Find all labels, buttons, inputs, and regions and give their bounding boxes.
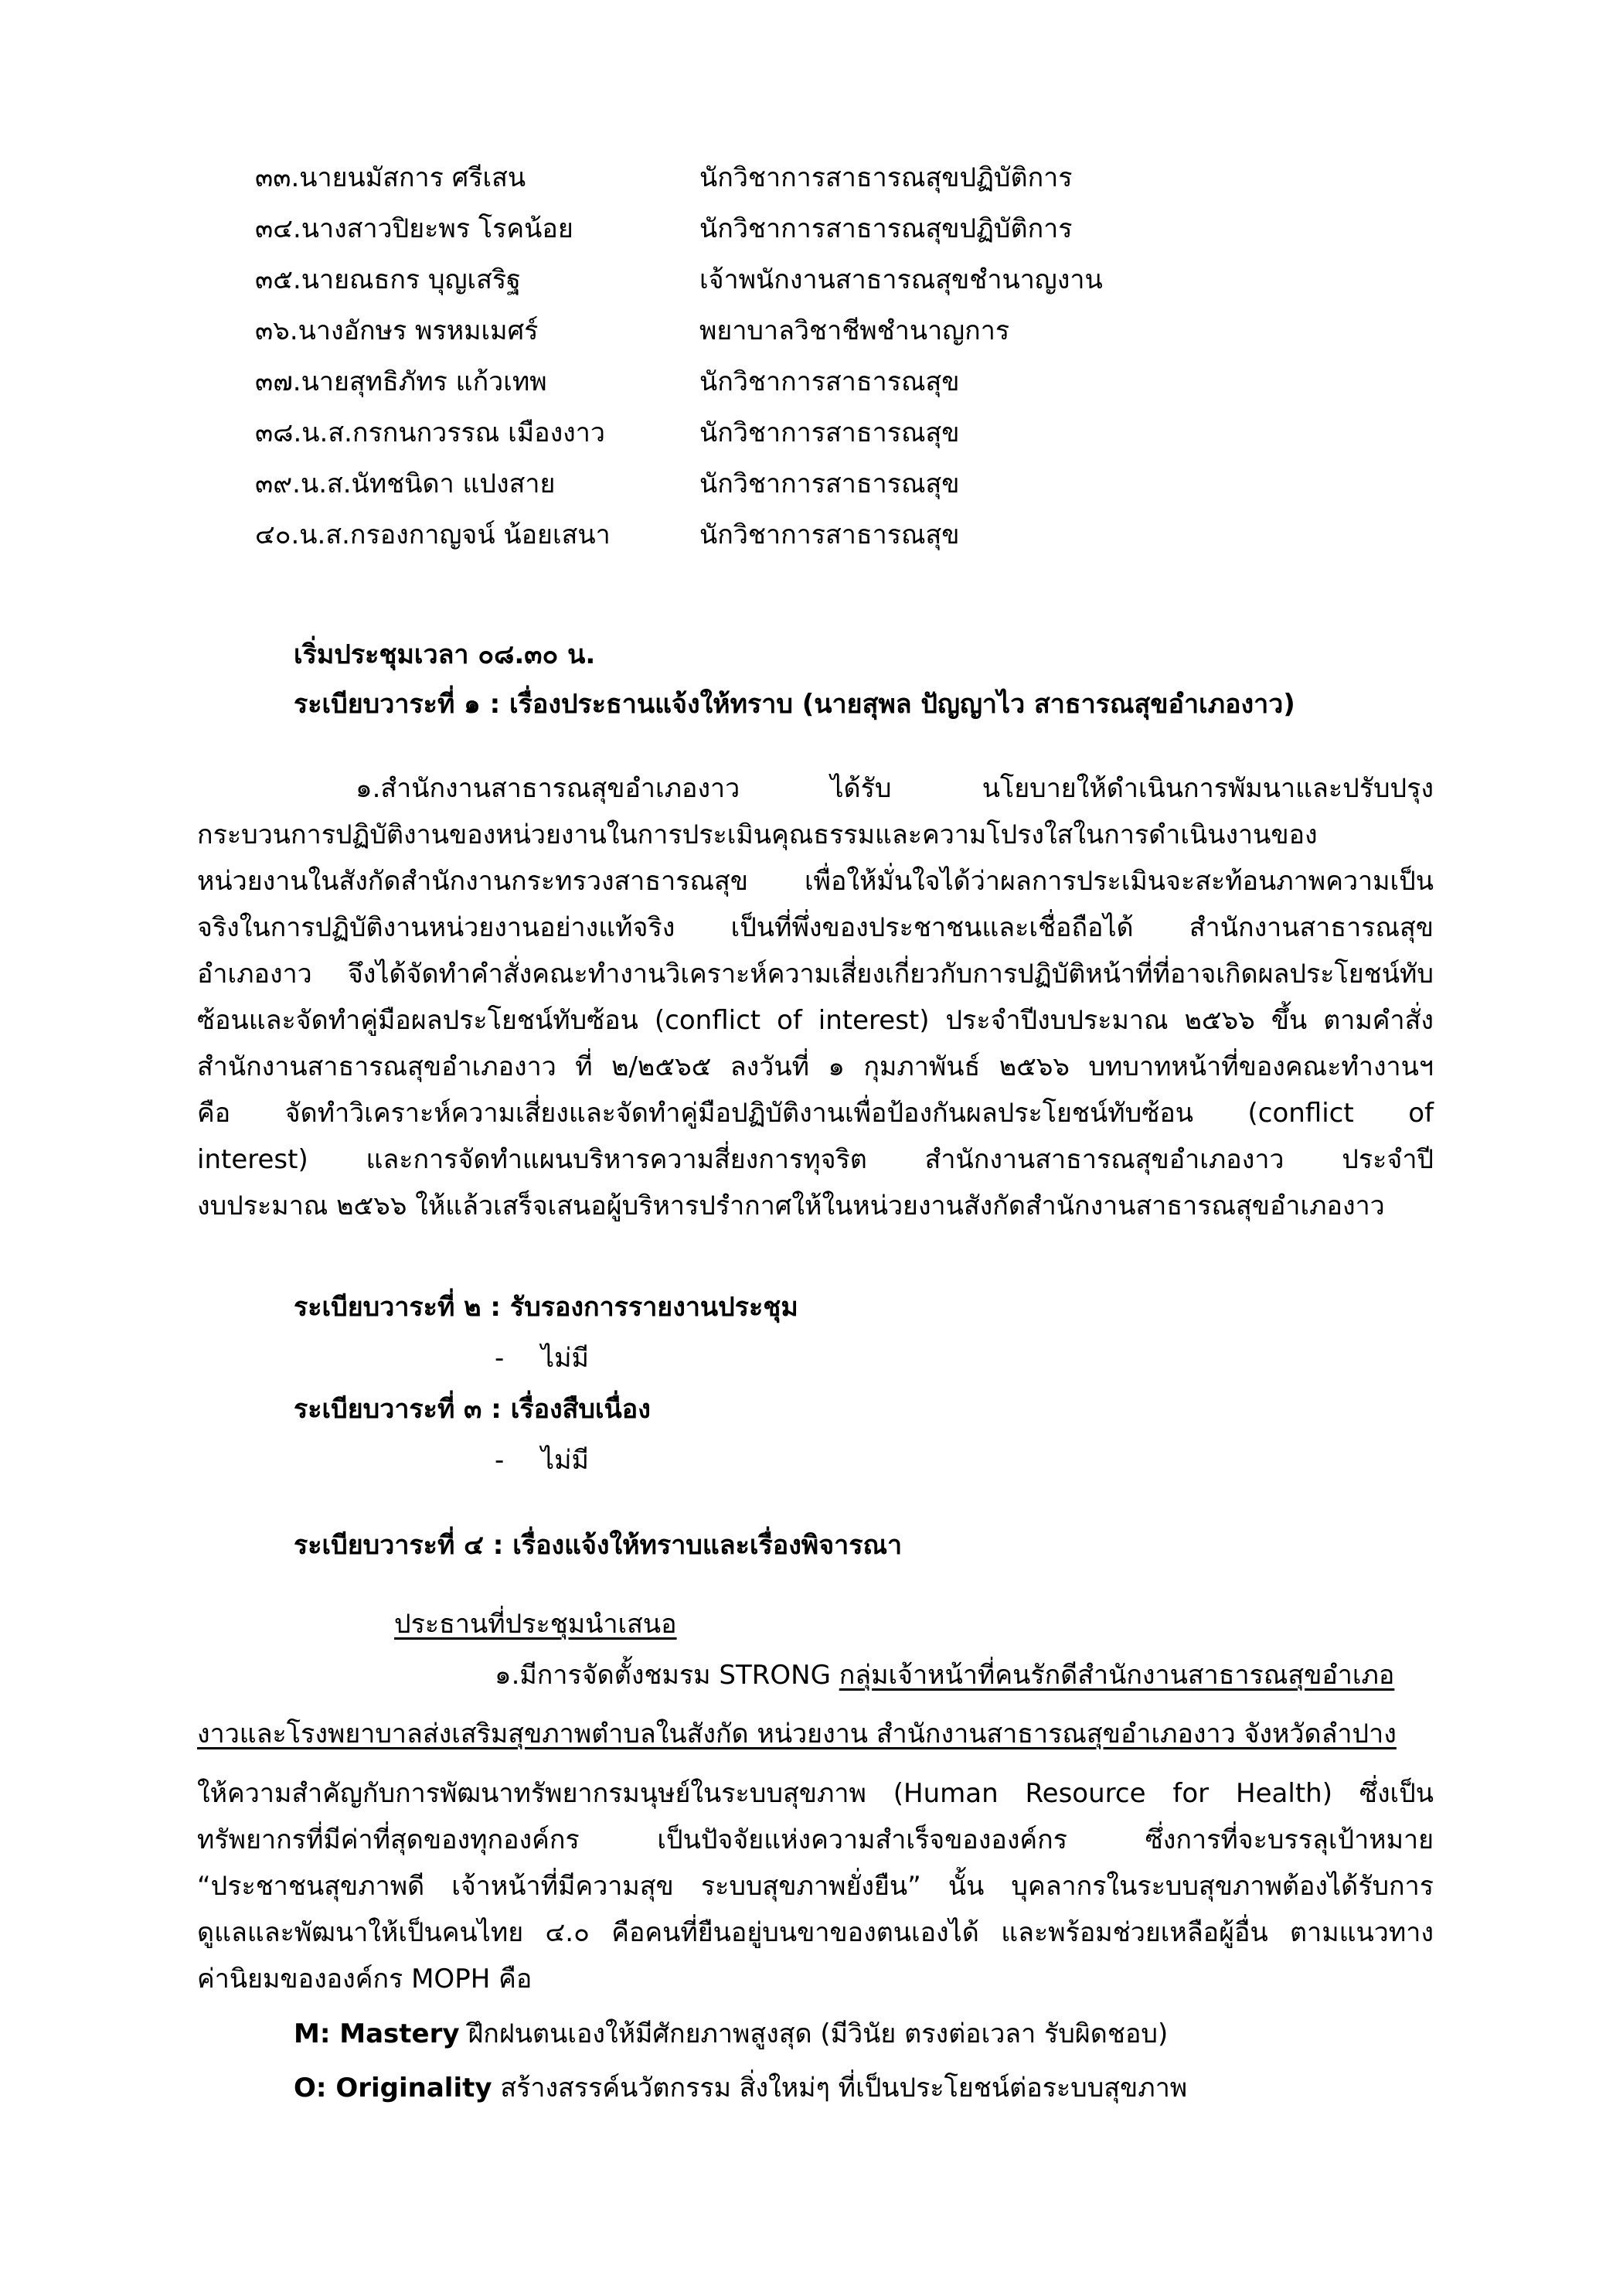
meeting-start-time: เริ่มประชุมเวลา ๐๘.๓๐ น.: [294, 639, 596, 670]
paragraph-line: จริงในการปฏิบัติงานหน่วยงานอย่างแท้จริง เป็นที่พึ่งของประชาชนและเชื่อถือได้ สำนักงานสาธารณสุข: [197, 912, 1434, 943]
agenda-4-item-1: [495, 1653, 1394, 1698]
value-term: M: Mastery: [294, 2018, 460, 2049]
attendee-position: นักวิชาการสาธารณสุขปฏิบัติการ: [699, 162, 1073, 193]
attendee-name: ๓๖.นางอักษร พรหมเมศร์: [255, 315, 539, 346]
attendee-position: นักวิชาการสาธารณสุข: [699, 468, 960, 499]
paragraph-line: ให้ความสำคัญกับการพัฒนาทรัพยากรมนุษย์ในระบบสุขภาพ (Human Resource for Health) ซึ่งเป็น: [197, 1778, 1434, 1809]
paragraph-line: ค่านิยมขององค์กร MOPH คือ: [197, 1964, 532, 1995]
agenda-3-heading: ระเบียบวาระที่ ๓ : เรื่องสืบเนื่อง: [294, 1394, 651, 1425]
attendee-name: ๔๐.น.ส.กรองกาญจน์ น้อยเสนา: [255, 519, 611, 550]
paragraph-line: ซ้อนและจัดทำคู่มือผลประโยชน์ทับซ้อน (conflict of interest) ประจำปีงบประมาณ ๒๕๖๖ ขึ้น ตามคำสั่ง: [197, 1005, 1434, 1036]
attendee-name: ๓๘.น.ส.กรกนกวรรณ เมืองงาว: [255, 417, 605, 448]
agenda-2-item: [495, 1336, 589, 1381]
list-dash: -: [495, 1445, 505, 1476]
agenda-4-subheading: ประธานที่ประชุมนำเสนอ: [394, 1609, 677, 1640]
agenda-4-item-1-continued: งาวและโรงพยาบาลส่งเสริมสุขภาพตำบลในสังกัด หน่วยงาน สำนักงานสาธารณสุขอำเภองาว จังหวัดลำปาง: [197, 1719, 1397, 1749]
paragraph-line: ดูแลและพัฒนาให้เป็นคนไทย ๔.๐ คือคนที่ยืนอยู่บนขาของตนเองได้ และพร้อมช่วยเหลือผู้อื่น ตามแนวทาง: [197, 1917, 1434, 1948]
attendee-name: ๓๕.นายณธกร บุญเสริฐ: [255, 264, 521, 295]
agenda-3-item-text: ไม่มี: [541, 1445, 589, 1476]
paragraph-line: กระบวนการปฏิบัติงานของหน่วยงานในการประเมินคุณธรรมและความโปรงใสในการดำเนินงานของ: [197, 819, 1318, 850]
agenda-4-item-1-underlined: กลุ่มเจ้าหน้าที่คนรักดีสำนักงานสาธารณสุขอำเภอ: [839, 1660, 1395, 1691]
attendee-position: พยาบาลวิชาชีพชำนาญการ: [699, 315, 1010, 346]
agenda-1-paragraph: [197, 765, 1434, 1229]
attendee-position: นักวิชาการสาธารณสุข: [699, 519, 960, 550]
attendee-position: เจ้าพนักงานสาธารณสุขชำนาญงาน: [699, 264, 1103, 295]
paragraph-line: interest) และการจัดทำแผนบริหารความสี่ยงการทุจริต สำนักงานสาธารณสุขอำเภองาว ประจำปี: [197, 1144, 1434, 1175]
attendee-position: นักวิชาการสาธารณสุขปฏิบัติการ: [699, 213, 1073, 244]
agenda-4-item-1-text: ๑.มีการจัดตั้งชมรม STRONG: [495, 1660, 839, 1691]
value-term: O: Originality: [294, 2073, 492, 2104]
attendee-name: ๓๔.นางสาวปิยะพร โรคน้อย: [255, 213, 573, 244]
attendee-name: ๓๗.นายสุทธิภัทร แก้วเทพ: [255, 366, 547, 397]
paragraph-line: อำเภองาว จึงได้จัดทำคำสั่งคณะทำงานวิเคราะห์ความเสี่ยงเกี่ยวกับการปฏิบัติหน้าที่ที่อาจเกิดผลประโยชน์ทับ: [197, 959, 1434, 990]
agenda-1-heading: ระเบียบวาระที่ ๑ : เรื่องประธานแจ้งให้ทราบ (นายสุพล ปัญญาไว สาธารณสุขอำเภองาว): [294, 689, 1295, 720]
value-item-originality: [294, 2066, 1187, 2110]
attendee-name: ๓๙.น.ส.นัทชนิดา แปงสาย: [255, 468, 556, 499]
agenda-3-item: [495, 1438, 589, 1483]
paragraph-line: ๑.สำนักงานสาธารณสุขอำเภองาว ได้รับ นโยบายให้ดำเนินการพัมนาและปรับปรุง: [356, 773, 1434, 804]
agenda-4-heading: ระเบียบวาระที่ ๔ : เรื่องแจ้งให้ทราบและเรื่องพิจารณา: [294, 1530, 903, 1561]
agenda-2-item-text: ไม่มี: [541, 1343, 589, 1374]
attendee-position: นักวิชาการสาธารณสุข: [699, 366, 960, 397]
attendee-position: นักวิชาการสาธารณสุข: [699, 417, 960, 448]
paragraph-line: คือ จัดทำวิเคราะห์ความเสี่ยงและจัดทำคู่มือปฏิบัติงานเพื่อป้องกันผลประโยชน์ทับซ้อน (conflict of: [197, 1098, 1434, 1129]
agenda-4-paragraph: [197, 1770, 1434, 2002]
value-description: ฝึกฝนตนเองให้มีศักยภาพสูงสุด (มีวินัย ตรงต่อเวลา รับผิดชอบ): [459, 2018, 1169, 2049]
paragraph-line: ทรัพยากรที่มีค่าที่สุดของทุกองค์กร เป็นปัจจัยแห่งความสำเร็จขององค์กร ซึ่งการที่จะบรรลุเป้าหมาย: [197, 1824, 1434, 1855]
paragraph-line: หน่วยงานในสังกัดสำนักงานกระทรวงสาธารณสุข เพื่อให้มั่นใจได้ว่าผลการประเมินจะสะท้อนภาพความเป็น: [197, 866, 1434, 897]
value-description: สร้างสรรค์นวัตกรรม สิ่งใหม่ๆ ที่เป็นประโยชน์ต่อระบบสุขภาพ: [492, 2073, 1188, 2104]
paragraph-line: “ประชาชนสุขภาพดี เจ้าหน้าที่มีความสุข ระบบสุขภาพยั่งยืน” นั้น บุคลากรในระบบสุขภาพต้องได้รับการ: [197, 1871, 1434, 1902]
list-dash: -: [495, 1343, 505, 1374]
value-item-mastery: [294, 2012, 1168, 2056]
paragraph-line: งบประมาณ ๒๕๖๖ ให้แล้วเสร็จเสนอผู้บริหารปรำกาศให้ในหน่วยงานสังกัดสำนักงานสาธารณสุขอำเภองาว: [197, 1191, 1385, 1221]
paragraph-line: สำนักงานสาธารณสุขอำเภองาว ที่ ๒/๒๕๖๕ ลงวันที่ ๑ กุมภาพันธ์ ๒๕๖๖ บทบาทหน้าที่ของคณะทำงานฯ: [197, 1051, 1434, 1082]
attendee-name: ๓๓.นายนมัสการ ศรีเสน: [255, 162, 526, 193]
agenda-2-heading: ระเบียบวาระที่ ๒ : รับรองการรายงานประชุม: [294, 1292, 798, 1323]
